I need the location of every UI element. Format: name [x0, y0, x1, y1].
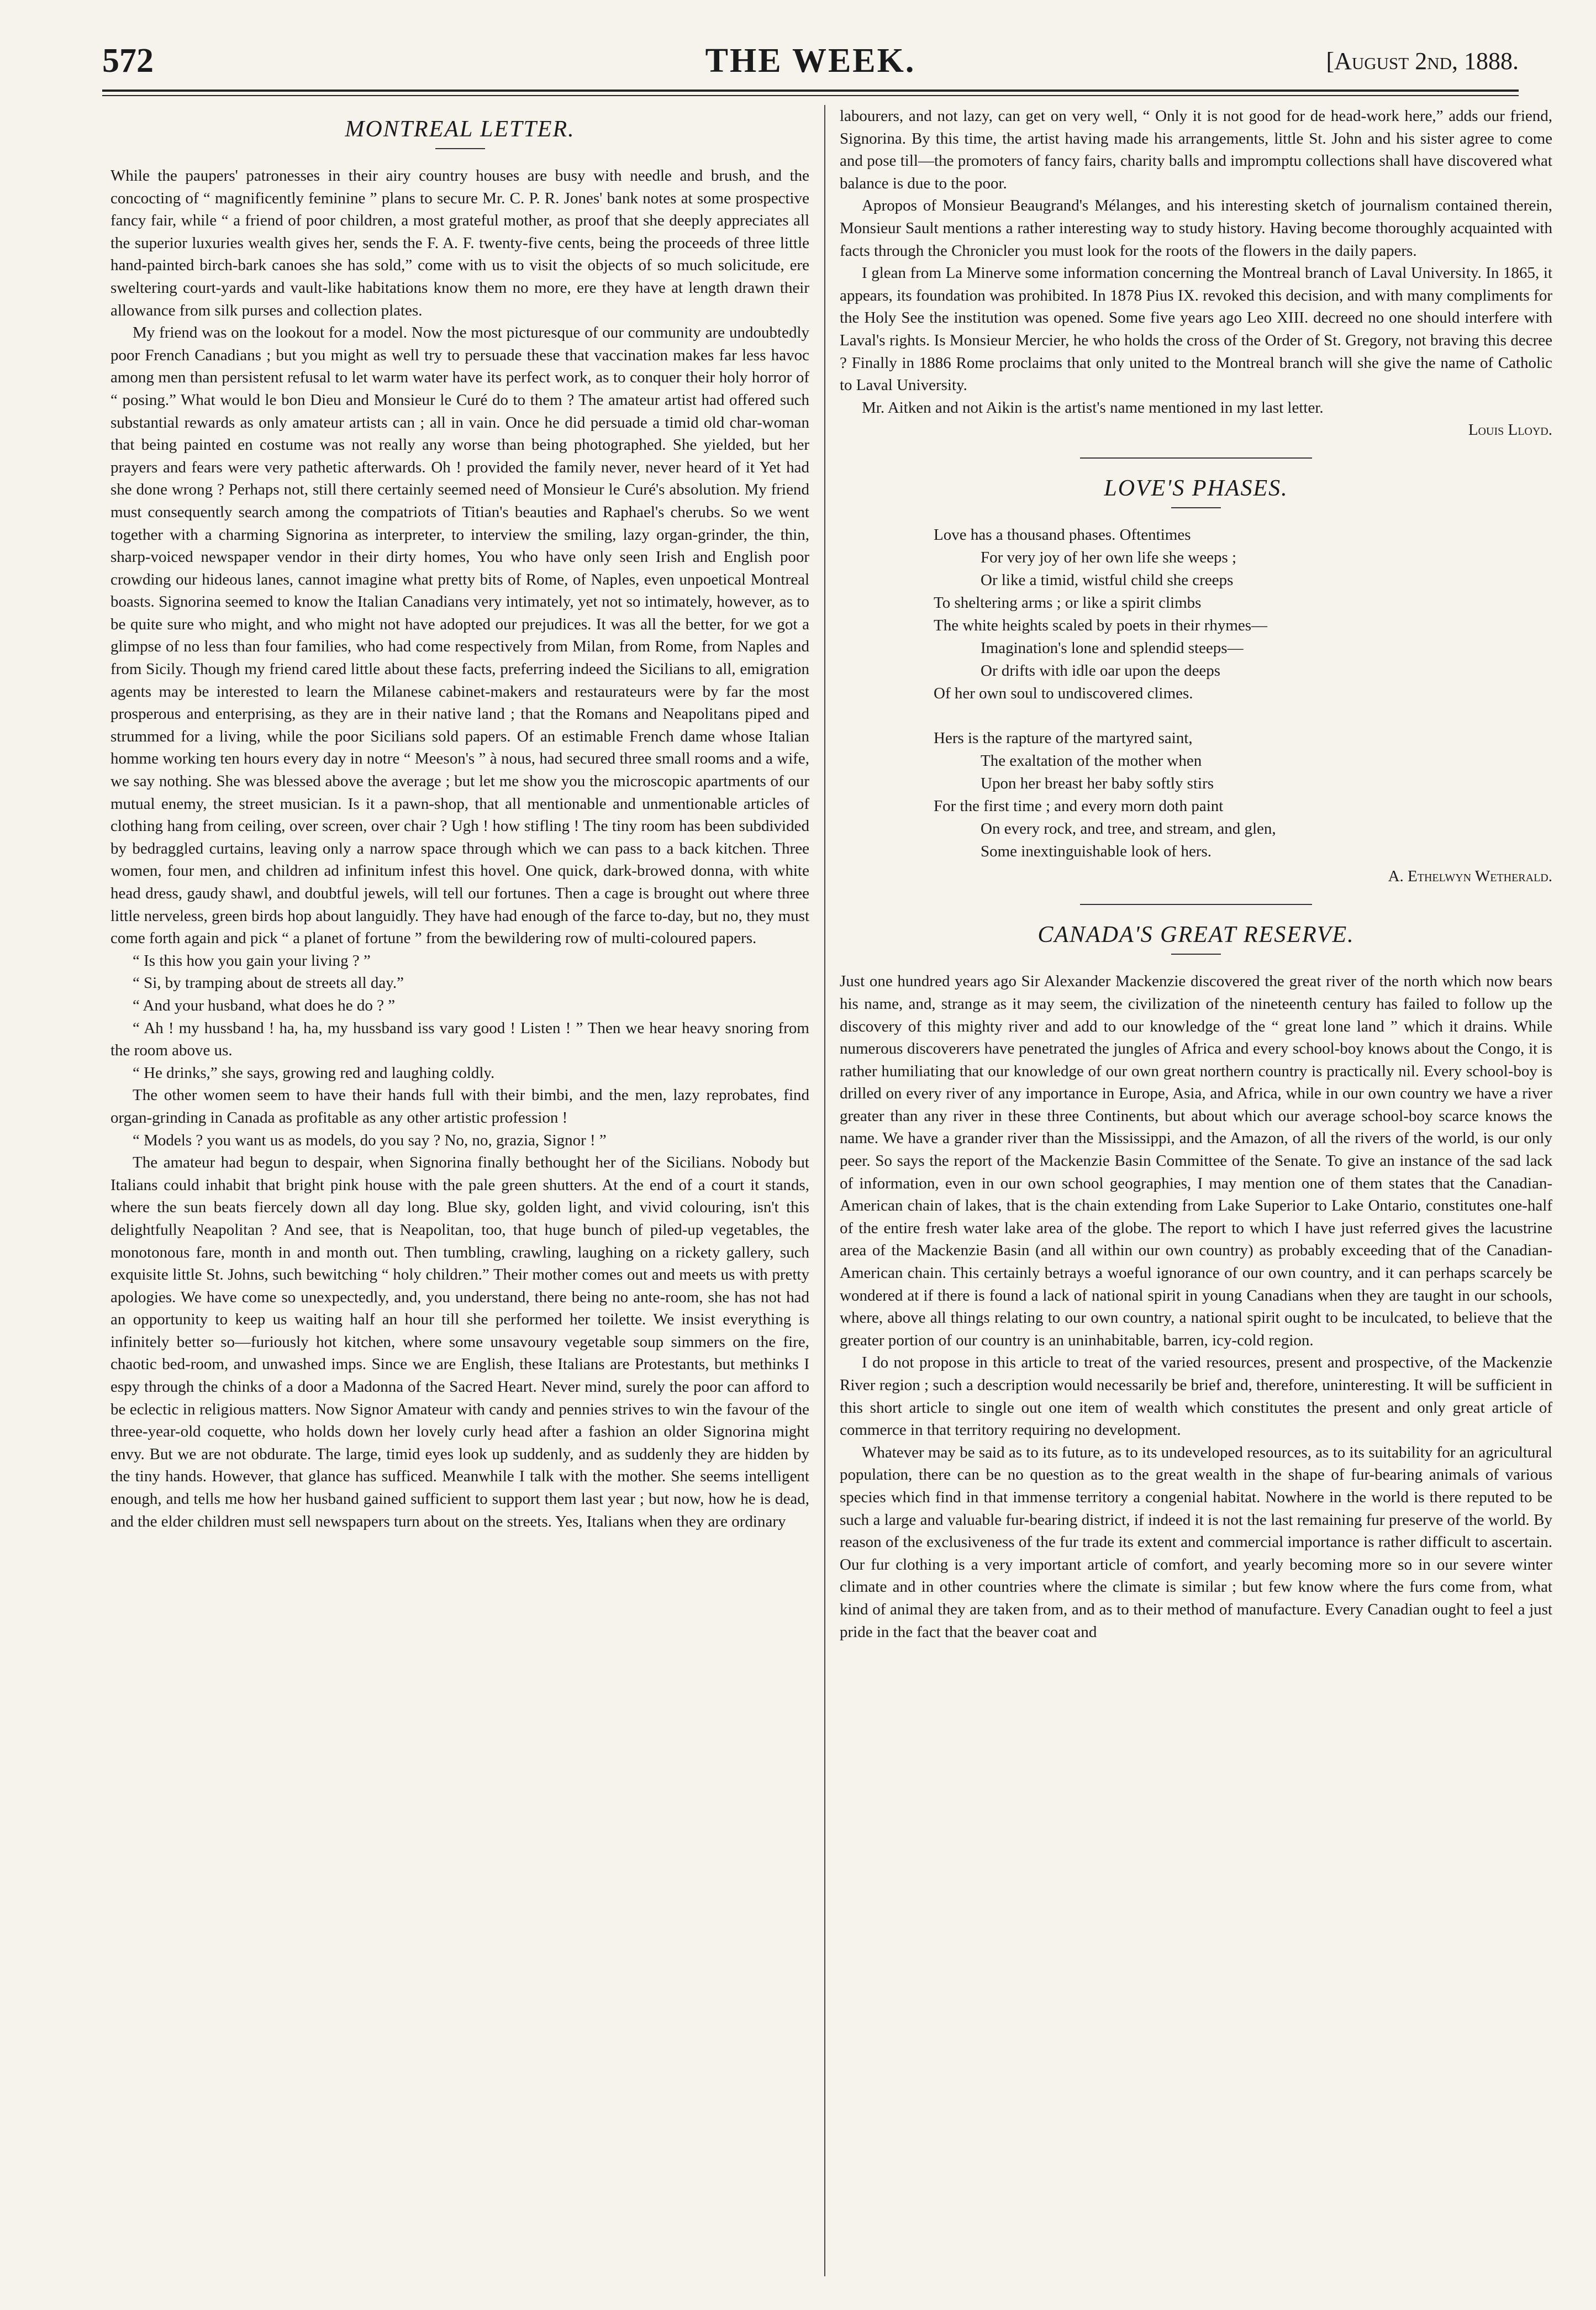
issue-date: [August 2nd, 1888.	[1326, 47, 1519, 75]
paragraph: Apropos of Monsieur Beaugrand's Mélanges, and his interesting sketch of journalism contained therein, Monsieur Sault mentions a rather interesting way to study history. Having become thoroughly acquainted with facts through the Chronicler you must look for the roots of the flowers in the daily papers.	[840, 197, 1552, 260]
poem-line: For very joy of her own life she weeps ;	[981, 549, 1237, 567]
poem-line: On every rock, and tree, and stream, and glen,	[981, 820, 1276, 838]
poet-signature: A. Ethelwyn Wetherald.	[1388, 867, 1552, 886]
poem	[934, 524, 1552, 863]
paragraph: My friend was on the lookout for a model. Now the most picturesque of our community are undoubtedly poor French Canadians ; but you might as well try to persuade these that vaccination makes far less havoc among men than persistent refusal to let warm water have its perfect work, as to conquer their holy horror of “ posing.” What would le bon Dieu and Monsieur le Curé do to them ? The amateur artist had offered such substantial rewards as only amateur artists can ; all in vain. Once he did persuade a timid old char-woman that being painted en costume was not really any worse than being photographed. She yielded, but her prayers and fears were very pathetic afterwards. Oh ! provided the family never, never heard of it Yet had she done wrong ? Perhaps not, still there certainly seemed need of Monsieur le Curé's absolution. My friend must consequently search among the compatriots of Titian's beauties and Raphael's cherubs. So we went together with a charming Signorina as interpreter, to interview the smiling, lazy organ-grinder, the thin, sharp-voiced newspaper vendor in their dirty homes, You who have only seen Irish and English poor crowding our hideous lanes, cannot imagine what pretty bits of Rome, of Naples, even unpoetical Montreal boasts. Signorina seemed to know the Italian Canadians very intimately, yet not so intimately, however, as to be quite sure who might, and who might not have adopted our prejudices. It was all the better, for we got a glimpse of no less than four families, who had come respectively from Milan, from Rome, from Naples and from Sicily. Though my friend cared little about these facts, preferring indeed the Sicilians to all, emigration agents may be interested to learn the Milanese cabinet-makers and restaurateurs were by far the most prosperous and enterprising, as they are in their native land ; that the Romans and Neapolitans piped and strummed for a living, while the poor Sicilians sold papers. Of an estimable French dame whose Italian homme working ten hours every day in notre “ Meeson's ” à nous, had secured three small rooms and a wife, we say nothing. She was blessed above the average ; but let me show you the microscopic apartments of our mutual enemy, the street musician. Is it a pawn-shop, that all mentionable and unmentionable articles of clothing hang from ceiling, over screen, over chair ? Ugh ! how stifling ! The tiny room has been subdivided by bedraggled curtains, leaving only a narrow space through which we can pass to a back kitchen. Three women, four men, and children ad infinitum infest this hovel. One quick, dark-browed donna, with white head dress, gaudy shawl, and doubtful jewels, will tell our fortunes. Then a cage is brought out where three little nerveless, green birds hop about languidly. They have had enough of the farce to-day, but no, they must come forth again and pick “ a planet of fortune ” from the bewildering row of multi-coloured papers.	[110, 324, 809, 948]
poem-line: Upon her breast her baby softly stirs	[981, 775, 1214, 793]
stanza	[934, 524, 1552, 705]
poem-line: Hers is the rapture of the martyred saint,	[934, 729, 1193, 748]
dialogue-line: “ Ah ! my hussband ! ha, ha, my hussband iss vary good ! Listen ! ” Then we hear heavy snoring from the room above us.	[110, 1019, 809, 1060]
page-number: 572	[102, 41, 154, 80]
paragraph: labourers, and not lazy, can get on very well, “ Only it is not good for de head-work here,” adds our friend, Signorina. By this time, the artist having made his arrangements, little St. John and his sister agree to come and pose till—the promoters of fancy fairs, charity balls and impromptu collections shall have discovered what balance is due to the poor.	[840, 107, 1552, 192]
paragraph: Mr. Aitken and not Aikin is the artist's name mentioned in my last letter.	[862, 398, 1324, 417]
poem-line: Or like a timid, wistful child she creeps	[981, 571, 1234, 590]
dialogue-line: “ Is this how you gain your living ? ”	[133, 951, 371, 970]
author-signature: Louis Lloyd.	[1468, 421, 1552, 439]
poem-line: For the first time ; and every morn doth paint	[934, 797, 1224, 815]
poem-line: To sheltering arms ; or like a spirit climbs	[934, 594, 1202, 612]
poem-title: LOVE'S PHASES.	[1104, 476, 1288, 502]
poem-line: Some inextinguishable look of hers.	[981, 843, 1212, 861]
paragraph: While the paupers' patronesses in their airy country houses are busy with needle and brush, and the concocting of “ magnificently feminine ” plans to secure Mr. C. P. R. Jones' bank notes at some prospective fancy fair, while “ a friend of poor children, a most grateful mother, as proof that she deeply appreciates all the superior luxuries wealth gives her, sends the F. A. F. twenty-five cents, being the proceeds of three little hand-painted birch-bark canoes she has sold,” come with us to visit the objects of so much solicitude, ere sweltering court-yards and vault-like habitations know them no more, ere they have at length drawn their allowance from silk purses and collection plates.	[110, 167, 809, 319]
dialogue-line: “ Si, by tramping about de streets all day.”	[133, 974, 404, 992]
right-column	[840, 105, 1552, 2287]
title-rule	[1171, 507, 1221, 508]
title-rule	[1171, 954, 1221, 955]
paragraph: “ Models ? you want us as models, do you say ? No, no, grazia, Signor ! ”	[133, 1131, 607, 1149]
poem-line: Or drifts with idle oar upon the deeps	[981, 662, 1221, 680]
section-rule	[1080, 904, 1312, 905]
column-divider	[824, 105, 825, 2276]
masthead-title: THE WEEK.	[705, 41, 916, 80]
paragraph: Just one hundred years ago Sir Alexander Mackenzie discovered the great river of the north which now bears his name, and, strange as it may seem, the civilization of the nineteenth century has failed to follow up the discovery of this mighty river and add to our knowledge of the “ great lone land ” which it drains. While numerous discoverers have penetrated the jungles of Africa and every school-boy knows about the Congo, it is rather humiliating that our knowledge of our own great northern country is practically nil. Every school-boy is drilled on every river of any importance in Europe, Asia, and Africa, while in our own country we have a river greater than any river in these three Continents, but about which our average school-boy scarce knows the name. We have a grander river than the Mississippi, and the Amazon, of all the rivers of the world, is our only peer. So says the report of the Mackenzie Basin Committee of the Senate. To give an instance of the sad lack of information, even in our own school geographies, I may mention one of them states that the Canadian-American chain of lakes, that is the chain extending from Lake Superior to Lake Ontario, constitutes one-half of the entire fresh water lake area of the globe. The report to which I have just referred gives the lacustrine area of the Mackenzie Basin (and all within our own country) as probably exceeding that of the Canadian-American chain. This certainly betrays a woeful ignorance of our own country, and it can perhaps scarcely be wondered at if there is found a lack of national spirit in young Canadians when they are taught in our schools, where, above all things relating to our own country, a national spirit ought to be inculcated, to believe that the greater portion of our country is an uninhabitable, barren, icy-cold region.	[840, 972, 1552, 1349]
article-title: CANADA'S GREAT RESERVE.	[1037, 922, 1355, 948]
header-rule	[102, 90, 1519, 92]
dialogue-line: “ And your husband, what does he do ? ”	[133, 996, 396, 1014]
left-column	[110, 105, 809, 2287]
paragraph: The other women seem to have their hands full with their bimbi, and the men, lazy reprobates, find organ-grinding in Canada as profitable as any other artistic profession !	[110, 1086, 809, 1127]
poem-line: Love has a thousand phases. Oftentimes	[934, 526, 1191, 544]
header-rule-thin	[102, 95, 1519, 96]
stanza	[934, 727, 1552, 863]
poem-line: Of her own soul to undiscovered climes.	[934, 685, 1193, 703]
poem-line: The exaltation of the mother when	[981, 752, 1202, 770]
section-rule	[1080, 457, 1312, 459]
page-header	[102, 39, 1519, 83]
dialogue-line: “ He drinks,” she says, growing red and laughing coldly.	[133, 1064, 495, 1082]
article-title: MONTREAL LETTER.	[345, 117, 575, 142]
title-rule	[435, 148, 485, 149]
paragraph: I do not propose in this article to treat of the varied resources, present and prospective, of the Mackenzie River region ; such a description would necessarily be brief and, therefore, uninteresting. It will be sufficient in this short article to single out one item of wealth which constitutes the present and only great article of commerce in that territory requiring no development.	[840, 1354, 1552, 1439]
paragraph: Whatever may be said as to its future, as to its undeveloped resources, as to its suitability for an agricultural population, there can be no question as to the great wealth in the shape of fur-bearing animals of various species which find in that immense territory a congenial habitat. Nowhere in the world is there reputed to be such a large and valuable fur-bearing district, if indeed it is not the last remaining fur preserve of the world. By reason of the exclusiveness of the fur trade its extent and commercial importance is rather difficult to ascertain. Our fur clothing is a very important article of comfort, and yearly becoming more so in our severe winter climate and in other countries where the climate is similar ; but few know where the furs come from, what kind of animal they are taken from, and as to their method of manufacture. Every Canadian ought to feel a just pride in the fact that the beaver coat and	[840, 1443, 1552, 1641]
poem-line: The white heights scaled by poets in their rhymes—	[934, 617, 1268, 635]
paragraph: The amateur had begun to despair, when Signorina finally bethought her of the Sicilians. Nobody but Italians could inhabit that bright pink house with the pale green shutters. At the end of a court it stands, where the sun beats fiercely down all day long. Blue sky, golden light, and vivid colouring, isn't this delightfully Neapolitan ? And see, that is Neapolitan, too, that huge bunch of piled-up vegetables, the monotonous fare, month in and month out. Then tumbling, crawling, laughing on a rickety gallery, such exquisite little St. Johns, such bewitching “ holy children.” Their mother comes out and meets us with pretty apologies. We have come so unexpectedly, and, you understand, there being no ante-room, she has not had an opportunity to keep us waiting half an hour till she performed her toilette. We insist everything is infinitely better so—furiously hot kitchen, where some unsavoury vegetable soup simmers on the fire, chaotic bed-room, and unwashed imps. Since we are English, these Italians are Protestants, but methinks I espy through the chinks of a door a Madonna of the Sacred Heart. Never mind, surely the poor can afford to be eclectic in religious matters. Now Signor Amateur with candy and pennies strives to win the favour of the three-year-old coquette, who holds down her lovely curly head after a fashion an older Signorina might envy. But we are not obdurate. The large, timid eyes look up suddenly, and as suddenly they are hidden by the tiny hands. However, that glance has sufficed. Meanwhile I talk with the mother. She seems intelligent enough, and tells me how her husband gained sufficient to support them last year ; but now, how he is dead, and the elder children must sell newspapers turn about on the streets. Yes, Italians when they are ordinary	[110, 1154, 809, 1530]
paragraph: I glean from La Minerve some information concerning the Montreal branch of Laval University. In 1865, it appears, its foundation was prohibited. In 1878 Pius IX. revoked this decision, and with many compliments for the Holy See the institution was opened. Some five years ago Leo XIII. decreed no one should interfere with Laval's rights. Is Monsieur Mercier, he who holds the cross of the Order of St. Gregory, not braving this decree ? Finally in 1886 Rome proclaims that only united to the Montreal branch will she give the name of Catholic to Laval University.	[840, 264, 1552, 394]
poem-line: Imagination's lone and splendid steeps—	[981, 639, 1244, 657]
